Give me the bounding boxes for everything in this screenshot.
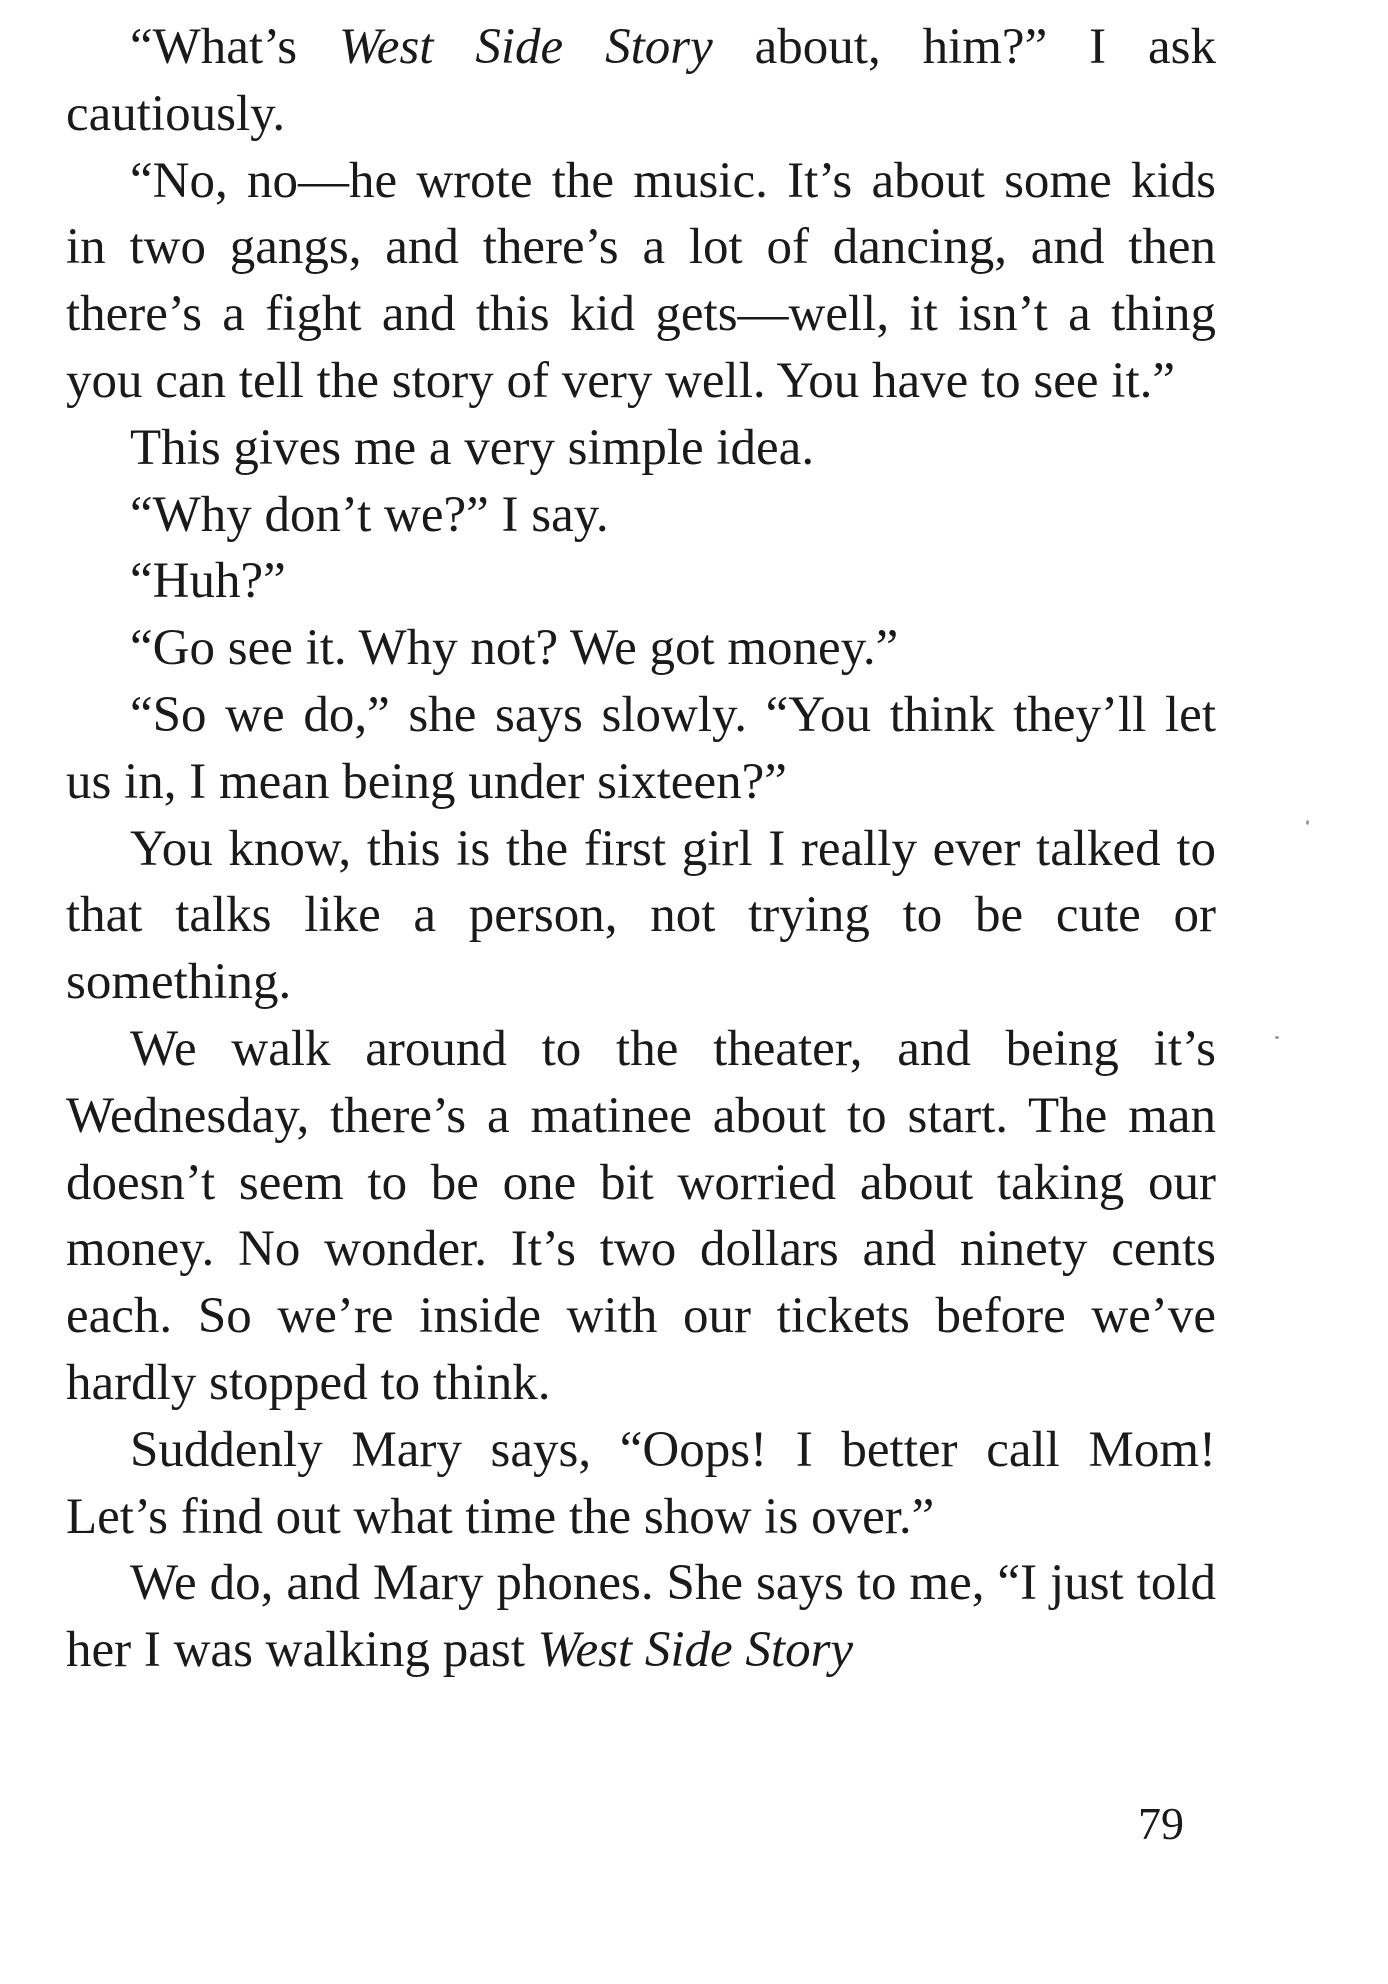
paragraph — [66, 816, 1216, 1016]
scan-speck — [1306, 820, 1309, 825]
italic-title: West Side Story — [339, 19, 713, 75]
text-span: We walk around to the theater, and being it’s Wednesday, there’s a matinee about to start. The man doesn’t seem to be one bit worried about taking our money. No wonder. It’s two dollars and ninety cents each. So we’re inside with our tickets before we’ve hardly stopped to think. — [66, 1020, 1216, 1411]
text-span: “So we do,” she says slowly. “You think they’ll let us in, I mean being under sixteen?” — [66, 686, 1216, 810]
scan-speck — [1275, 1036, 1279, 1039]
paragraph — [66, 14, 1216, 148]
paragraph — [66, 1550, 1216, 1684]
text-span: You know, this is the first girl I really ever talked to that talks like a person, not trying to be cute or something. — [66, 820, 1216, 1011]
paragraph — [66, 148, 1216, 415]
italic-title: West Side Story — [537, 1622, 854, 1679]
text-span: “Go see it. Why not? We got money.” — [130, 620, 899, 677]
text-span: “Huh?” — [130, 553, 286, 610]
paragraph — [66, 415, 1216, 482]
text-span: Suddenly Mary says, “Oops! I better call Mom! Let’s find out what time the show is over.” — [66, 1421, 1216, 1545]
text-span: We do, and Mary phones. She says to me, “I just told her I was walking past — [66, 1555, 1216, 1679]
text-span: “No, no—he wrote the music. It’s about some kids in two gangs, and there’s a lot of dancing, and then there’s a fight and this kid gets—well, it isn’t a thing you can tell the story of very well. You have to see it.” — [66, 152, 1216, 409]
body-text — [66, 14, 1216, 1684]
text-span: about, him?” I ask cautiously. — [66, 19, 1216, 142]
paragraph — [66, 615, 1216, 682]
text-span: “Why don’t we?” I say. — [130, 486, 609, 543]
paragraph — [66, 682, 1216, 816]
paragraph — [66, 1417, 1216, 1551]
text-span: This gives me a very simple idea. — [130, 419, 815, 476]
page-number: 79 — [1138, 1798, 1184, 1849]
paragraph — [66, 482, 1216, 549]
paragraph — [66, 1016, 1216, 1417]
text-span: “What’s — [130, 19, 339, 75]
paragraph — [66, 548, 1216, 615]
